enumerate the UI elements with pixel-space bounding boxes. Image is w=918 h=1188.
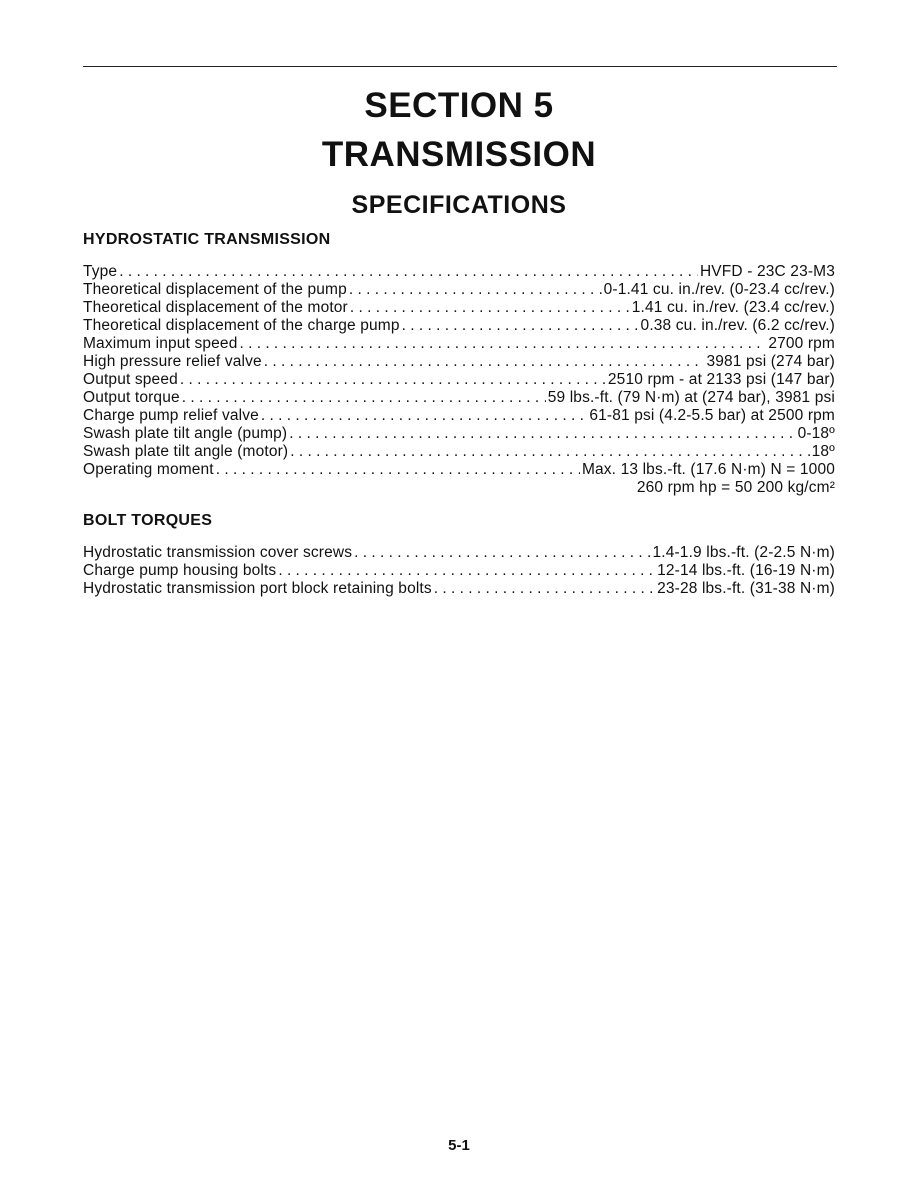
spec-label: Hydrostatic transmission cover screws: [83, 544, 353, 561]
spec-label: High pressure relief valve: [83, 353, 262, 370]
spec-label: Operating moment: [83, 461, 214, 478]
dot-leader: [239, 335, 766, 353]
dot-leader: [290, 443, 809, 461]
dot-leader: [261, 407, 587, 425]
spec-value: 2700 rpm: [768, 335, 835, 352]
spec-label: Swash plate tilt angle (motor): [83, 443, 289, 460]
spec-label: Charge pump housing bolts: [83, 562, 277, 579]
section-title: TRANSMISSION: [321, 135, 597, 174]
dot-leader: [216, 461, 580, 479]
spec-row-type: [83, 263, 835, 281]
hydrostatic-transmission-heading: HYDROSTATIC TRANSMISSION: [83, 231, 331, 248]
spec-label: Theoretical displacement of the motor: [83, 299, 348, 316]
hydrostatic-spec-list: [83, 263, 835, 497]
dot-leader: [350, 299, 630, 317]
spec-label: Theoretical displacement of the charge pump: [83, 317, 400, 334]
spec-value: 2510 rpm - at 2133 psi (147 bar): [607, 371, 835, 388]
spec-value: 1.41 cu. in./rev. (23.4 cc/rev.): [631, 299, 835, 316]
torque-row-charge-pump-bolts: [83, 562, 835, 580]
dot-leader: [434, 580, 655, 598]
dot-leader: [402, 317, 639, 335]
bolt-torque-list: [83, 544, 835, 598]
spec-label: Output speed: [83, 371, 178, 388]
page-number: 5-1: [448, 1137, 470, 1154]
dot-leader: [182, 389, 546, 407]
spec-value: 0-18º: [797, 425, 835, 442]
header-rule: [83, 66, 837, 67]
spec-value: 18º: [811, 443, 835, 460]
spec-row-charge-pump-relief: [83, 407, 835, 425]
bolt-torques-heading: BOLT TORQUES: [83, 512, 213, 529]
section-number: SECTION 5: [364, 86, 554, 125]
spec-row-output-torque: [83, 389, 835, 407]
spec-row-charge-pump-displacement: [83, 317, 835, 335]
spec-value: Max. 13 lbs.-ft. (17.6 N·m) N = 1000: [581, 461, 835, 478]
spec-value: 3981 psi (274 bar): [706, 353, 835, 370]
spec-row-pump-displacement: [83, 281, 835, 299]
dot-leader: [354, 544, 650, 562]
spec-value: 0-1.41 cu. in./rev. (0-23.4 cc/rev.): [603, 281, 835, 298]
dot-leader: [264, 353, 705, 371]
spec-value: 12-14 lbs.-ft. (16-19 N·m): [657, 562, 835, 579]
spec-row-operating-moment: [83, 461, 835, 479]
spec-label: Charge pump relief valve: [83, 407, 259, 424]
spec-value: 0.38 cu. in./rev. (6.2 cc/rev.): [640, 317, 835, 334]
spec-row-high-pressure-relief: [83, 353, 835, 371]
spec-row-swash-motor: [83, 443, 835, 461]
dot-leader: [289, 425, 795, 443]
spec-value: 23-28 lbs.-ft. (31-38 N·m): [657, 580, 835, 597]
spec-label: Output torque: [83, 389, 180, 406]
spec-value: HVFD - 23C 23-M3: [699, 263, 835, 280]
spec-label: Type: [83, 263, 118, 280]
spec-value: 61-81 psi (4.2-5.5 bar) at 2500 rpm: [589, 407, 835, 424]
spec-label: Hydrostatic transmission port block retaining bolts: [83, 580, 432, 597]
spec-label: Theoretical displacement of the pump: [83, 281, 347, 298]
dot-leader: [349, 281, 602, 299]
spec-row-motor-displacement: [83, 299, 835, 317]
spec-row-output-speed: [83, 371, 835, 389]
spec-value: 59 lbs.-ft. (79 N·m) at (274 bar), 3981 psi: [547, 389, 835, 406]
spec-row-swash-pump: [83, 425, 835, 443]
spec-row-max-input-speed: [83, 335, 835, 353]
dot-leader: [278, 562, 655, 580]
spec-label: Swash plate tilt angle (pump): [83, 425, 288, 442]
spec-label: Maximum input speed: [83, 335, 238, 352]
dot-leader: [180, 371, 606, 389]
dot-leader: [119, 263, 698, 281]
specifications-heading: SPECIFICATIONS: [351, 191, 567, 219]
operating-moment-continuation: 260 rpm hp = 50 200 kg/cm²: [636, 479, 835, 496]
spec-value: 1.4-1.9 lbs.-ft. (2-2.5 N·m): [652, 544, 835, 561]
torque-row-cover-screws: [83, 544, 835, 562]
torque-row-port-block-bolts: [83, 580, 835, 598]
